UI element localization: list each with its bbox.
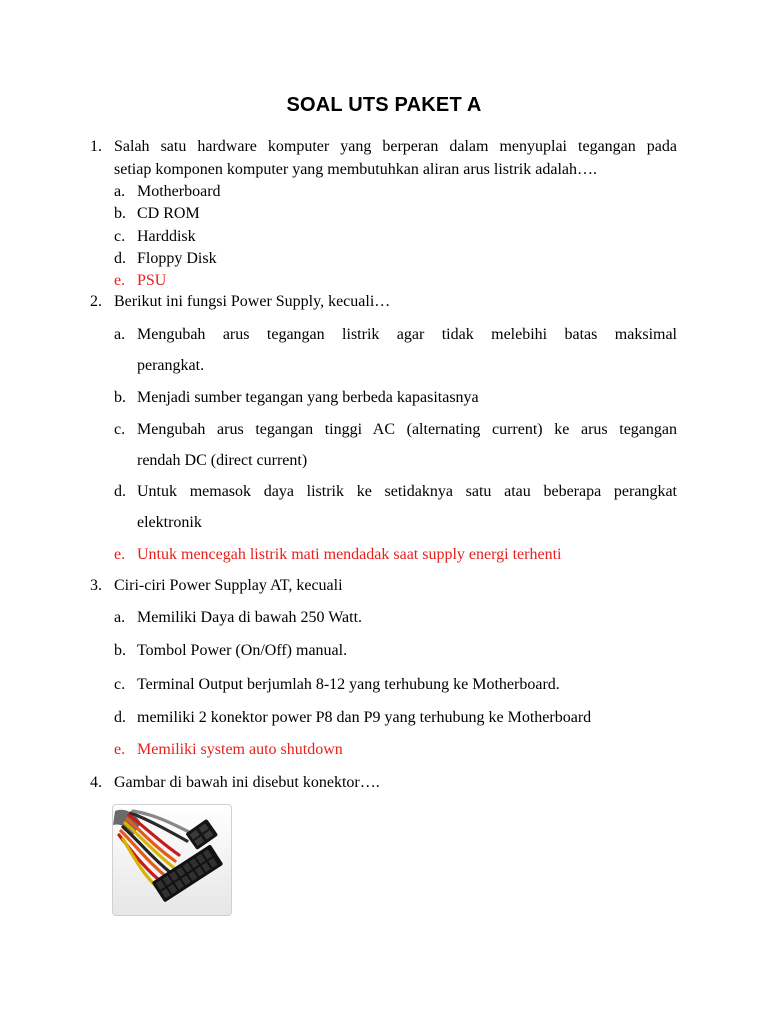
answer-option-text: Untuk mencegah listrik mati mendadak saat supply energi terhenti [137, 546, 562, 563]
question-number: 3. [90, 577, 102, 594]
option-text: Tombol Power (On/Off) manual. [137, 642, 348, 659]
atx-connector-illustration [113, 805, 232, 916]
question-text: Ciri-ciri Power Supplay AT, kecuali [114, 577, 343, 594]
option-text: Harddisk [137, 228, 196, 245]
option-text-line: Mengubah arus tegangan listrik agar tidak melebihi batas maksimal [137, 326, 677, 343]
answer-option-text: PSU [137, 272, 167, 289]
power-connector-image [112, 804, 232, 916]
question-text: Gambar di bawah ini disebut konektor…. [114, 774, 380, 791]
option-text: CD ROM [137, 205, 200, 222]
option-letter: d. [114, 483, 126, 500]
question-number: 2. [90, 293, 102, 310]
option-text: memiliki 2 konektor power P8 dan P9 yang terhubung ke Motherboard [137, 709, 592, 726]
option-letter: b. [114, 642, 126, 659]
option-letter: c. [114, 228, 126, 245]
option-letter: c. [114, 676, 126, 693]
option-text-line: elektronik [137, 514, 202, 531]
option-text: Terminal Output berjumlah 8-12 yang terhubung ke Motherboard. [137, 676, 560, 693]
option-letter: c. [114, 421, 126, 438]
option-text-line: Mengubah arus tegangan tinggi AC (alternating current) ke arus tegangan [137, 421, 677, 438]
question-text-line: setiap komponen komputer yang membutuhkan aliran arus listrik adalah…. [114, 161, 597, 178]
option-letter: b. [114, 205, 126, 222]
answer-option-text: Memiliki system auto shutdown [137, 741, 343, 758]
option-text: Floppy Disk [137, 250, 217, 267]
option-letter: a. [114, 183, 126, 200]
option-text-line: Untuk memasok daya listrik ke setidaknya satu atau beberapa perangkat [137, 483, 677, 500]
option-letter: d. [114, 250, 126, 267]
option-letter: b. [114, 389, 126, 406]
answer-option-letter: e. [114, 741, 126, 758]
question-text: Berikut ini fungsi Power Supply, kecuali… [114, 293, 391, 310]
page-title: SOAL UTS PAKET A [286, 94, 482, 116]
answer-option-letter: e. [114, 272, 126, 289]
option-text-line: perangkat. [137, 357, 205, 374]
option-text: Motherboard [137, 183, 221, 200]
option-text-line: Menjadi sumber tegangan yang berbeda kapasitasnya [137, 389, 479, 406]
question-number: 4. [90, 774, 102, 791]
question-text-line: Salah satu hardware komputer yang berperan dalam menyuplai tegangan pada [114, 138, 677, 155]
option-text: Memiliki Daya di bawah 250 Watt. [137, 609, 363, 626]
option-letter: a. [114, 609, 126, 626]
option-text-line: rendah DC (direct current) [137, 452, 308, 469]
option-letter: a. [114, 326, 126, 343]
option-letter: d. [114, 709, 126, 726]
question-number: 1. [90, 138, 102, 155]
answer-option-letter: e. [114, 546, 126, 563]
